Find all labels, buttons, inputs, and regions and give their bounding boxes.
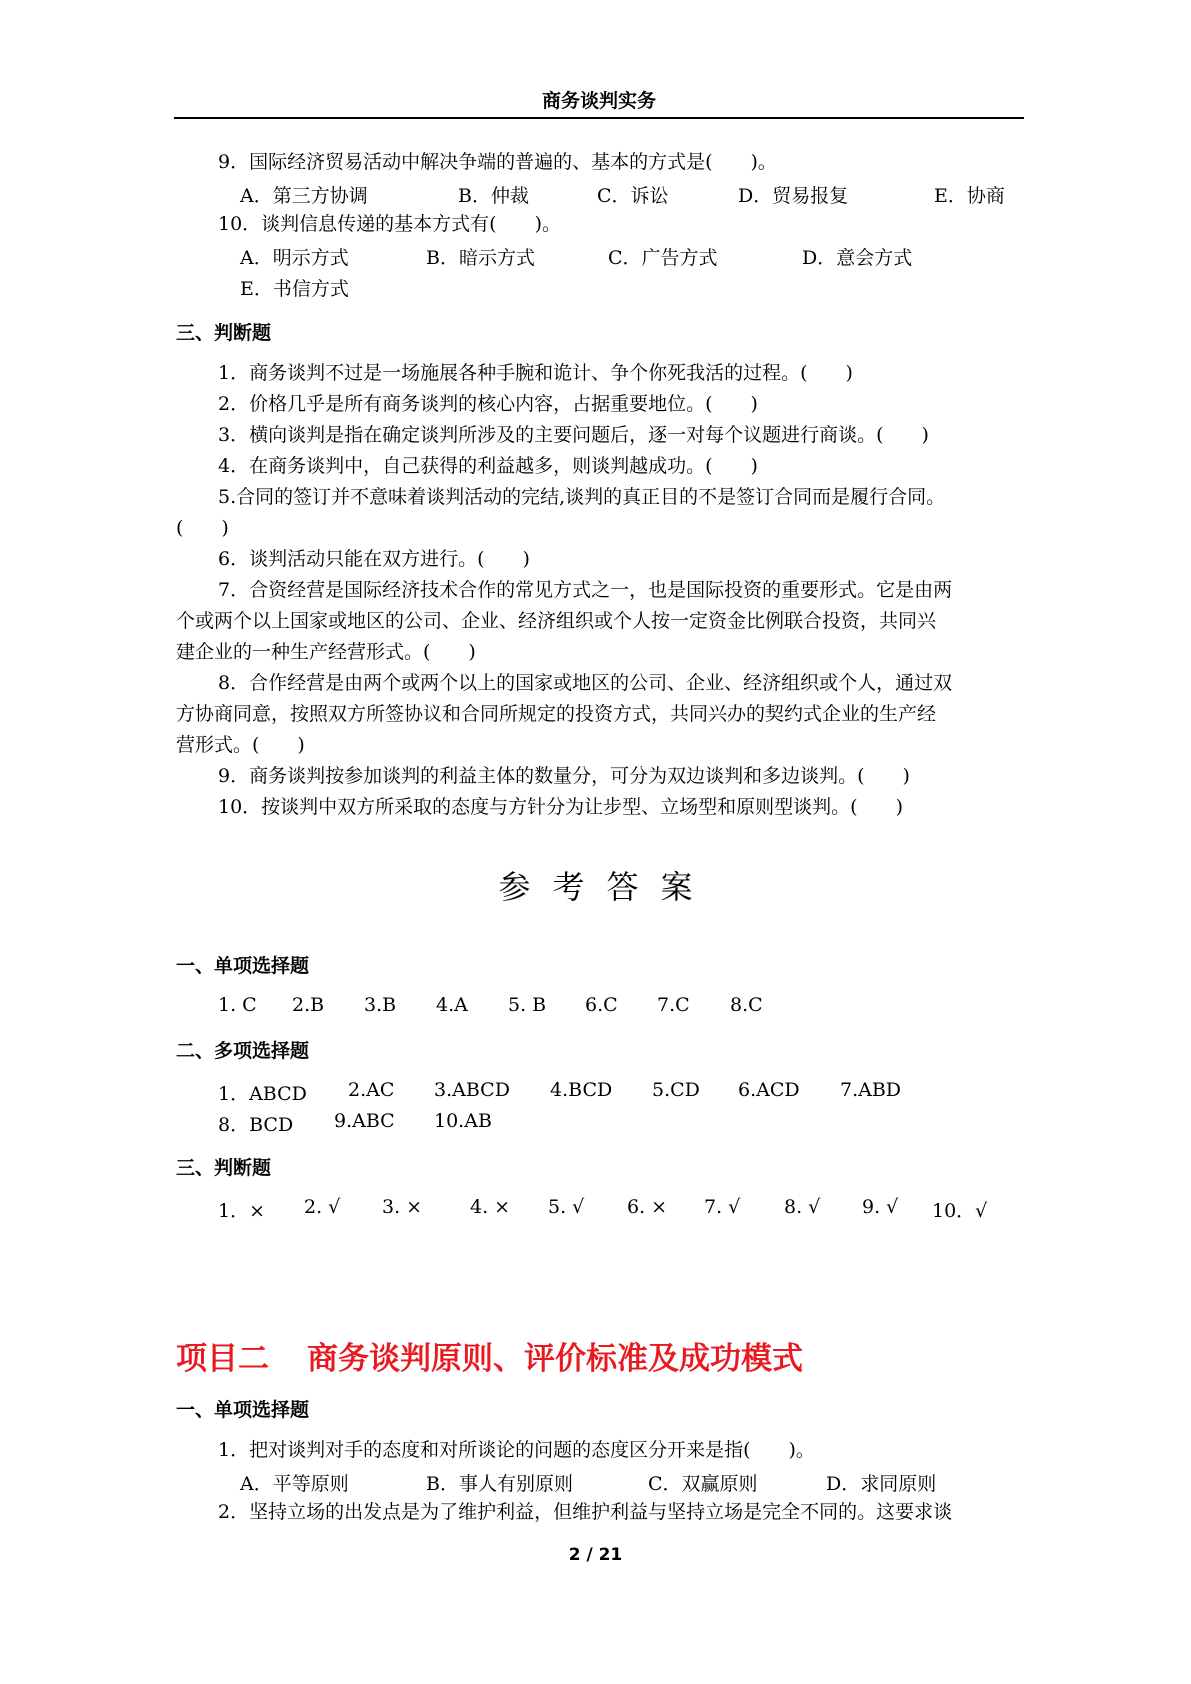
p2-question-2-stem: 2．坚持立场的出发点是为了维护利益，但维护利益与坚持立场是完全不同的。这要求谈: [218, 1501, 953, 1523]
answer-item: 7. √: [704, 1196, 741, 1218]
q10-option-d: D．意会方式: [802, 247, 913, 269]
p2-q1-option-a: A．平等原则: [240, 1473, 349, 1495]
answer-item: 5. B: [508, 994, 547, 1016]
judge-line: 营形式。( ): [176, 734, 305, 756]
q10-option-e: E．书信方式: [240, 278, 349, 300]
judge-line: 1．商务谈判不过是一场施展各种手腕和诡计、争个你死我活的过程。( ): [218, 362, 853, 384]
q10-option-c: C．广告方式: [608, 247, 718, 269]
judge-line: 建企业的一种生产经营形式。( ): [176, 641, 476, 663]
question-9-stem: 9．国际经济贸易活动中解决争端的普遍的、基本的方式是( )。: [218, 151, 777, 173]
q9-option-a: A．第三方协调: [240, 185, 368, 207]
answer-item: 4.A: [436, 994, 468, 1016]
answer-item: 3. ×: [382, 1196, 423, 1218]
answer-item: 6.C: [585, 994, 618, 1016]
q10-option-b: B．暗示方式: [426, 247, 535, 269]
project-title: [176, 1333, 803, 1378]
q9-option-e: E．协商: [934, 185, 1005, 207]
project-title-number: 项目二: [176, 1341, 269, 1377]
answer-item: 10.AB: [434, 1110, 492, 1132]
judge-line: 9．商务谈判按参加谈判的利益主体的数量分，可分为双边谈判和多边谈判。( ): [218, 765, 910, 787]
answer-item: 6.ACD: [738, 1079, 800, 1101]
answers-title: 参考答案: [498, 868, 715, 906]
running-header: 商务谈判实务: [541, 90, 656, 112]
p2-q1-option-b: B．事人有别原则: [426, 1473, 573, 1495]
q9-option-c: C．诉讼: [597, 185, 669, 207]
judge-line: 4．在商务谈判中，自己获得的利益越多，则谈判越成功。( ): [218, 455, 758, 477]
answer-item: 9.ABC: [334, 1110, 395, 1132]
answer-item: 8. √: [784, 1196, 821, 1218]
project-section-heading: 一、单项选择题: [176, 1399, 310, 1421]
project-title-text: 商务谈判原则、评价标准及成功模式: [307, 1341, 803, 1377]
header-rule: [174, 117, 1024, 119]
p2-question-1-stem: 1．把对谈判对手的态度和对所谈论的问题的态度区分开来是指( )。: [218, 1439, 815, 1461]
answer-item: 6. ×: [627, 1196, 668, 1218]
answer-item: 2. √: [304, 1196, 341, 1218]
judge-line: 8．合作经营是由两个或两个以上的国家或地区的公司、企业、经济组织或个人，通过双: [218, 672, 953, 694]
judge-line: 6．谈判活动只能在双方进行。( ): [218, 548, 530, 570]
answer-item: 3.B: [364, 994, 397, 1016]
judge-line: 方协商同意，按照双方所签协议和合同所规定的投资方式，共同兴办的契约式企业的生产经: [176, 703, 937, 725]
judge-line: 3．横向谈判是指在确定谈判所涉及的主要问题后，逐一对每个议题进行商谈。( ): [218, 424, 929, 446]
judge-line: 7．合资经营是国际经济技术合作的常见方式之一，也是国际投资的重要形式。它是由两: [218, 579, 953, 601]
answers-judge-heading: 三、判断题: [176, 1157, 272, 1179]
answer-item: 1. C: [218, 994, 257, 1016]
answer-item: 2.AC: [348, 1079, 395, 1101]
page-number: 2 / 21: [568, 1545, 623, 1565]
answer-item: 4.BCD: [550, 1079, 613, 1101]
q9-option-b: B．仲裁: [458, 185, 529, 207]
answer-item: 4. ×: [470, 1196, 511, 1218]
judge-line: 5.合同的签订并不意味着谈判活动的完结,谈判的真正目的不是签订合同而是履行合同。: [218, 486, 946, 508]
judge-line: 个或两个以上国家或地区的公司、企业、经济组织或个人按一定资金比例联合投资，共同兴: [176, 610, 937, 632]
p2-q1-option-c: C．双赢原则: [648, 1473, 758, 1495]
answer-item: 3.ABCD: [434, 1079, 510, 1101]
answer-item: 5. √: [548, 1196, 585, 1218]
answer-item: 1．×: [218, 1200, 266, 1222]
answer-item: 8．BCD: [218, 1114, 294, 1136]
judge-line: ( ): [176, 517, 229, 539]
judge-line: 2．价格几乎是所有商务谈判的核心内容，占据重要地位。( ): [218, 393, 758, 415]
section-heading-judge: 三、判断题: [176, 322, 272, 344]
answers-multi-heading: 二、多项选择题: [176, 1040, 310, 1062]
q10-option-a: A．明示方式: [240, 247, 349, 269]
q9-option-d: D．贸易报复: [738, 185, 849, 207]
answer-item: 9. √: [862, 1196, 899, 1218]
answer-item: 8.C: [730, 994, 763, 1016]
judge-line: 10．按谈判中双方所采取的态度与方针分为让步型、立场型和原则型谈判。( ): [218, 796, 904, 818]
answer-item: 5.CD: [652, 1079, 700, 1101]
answer-item: 1．ABCD: [218, 1083, 307, 1105]
answer-item: 7.ABD: [840, 1079, 902, 1101]
answer-item: 10．√: [932, 1200, 988, 1222]
answer-item: 7.C: [657, 994, 690, 1016]
answer-item: 2.B: [292, 994, 325, 1016]
answers-single-heading: 一、单项选择题: [176, 955, 310, 977]
question-10-stem: 10．谈判信息传递的基本方式有( )。: [218, 213, 562, 235]
p2-q1-option-d: D．求同原则: [826, 1473, 937, 1495]
